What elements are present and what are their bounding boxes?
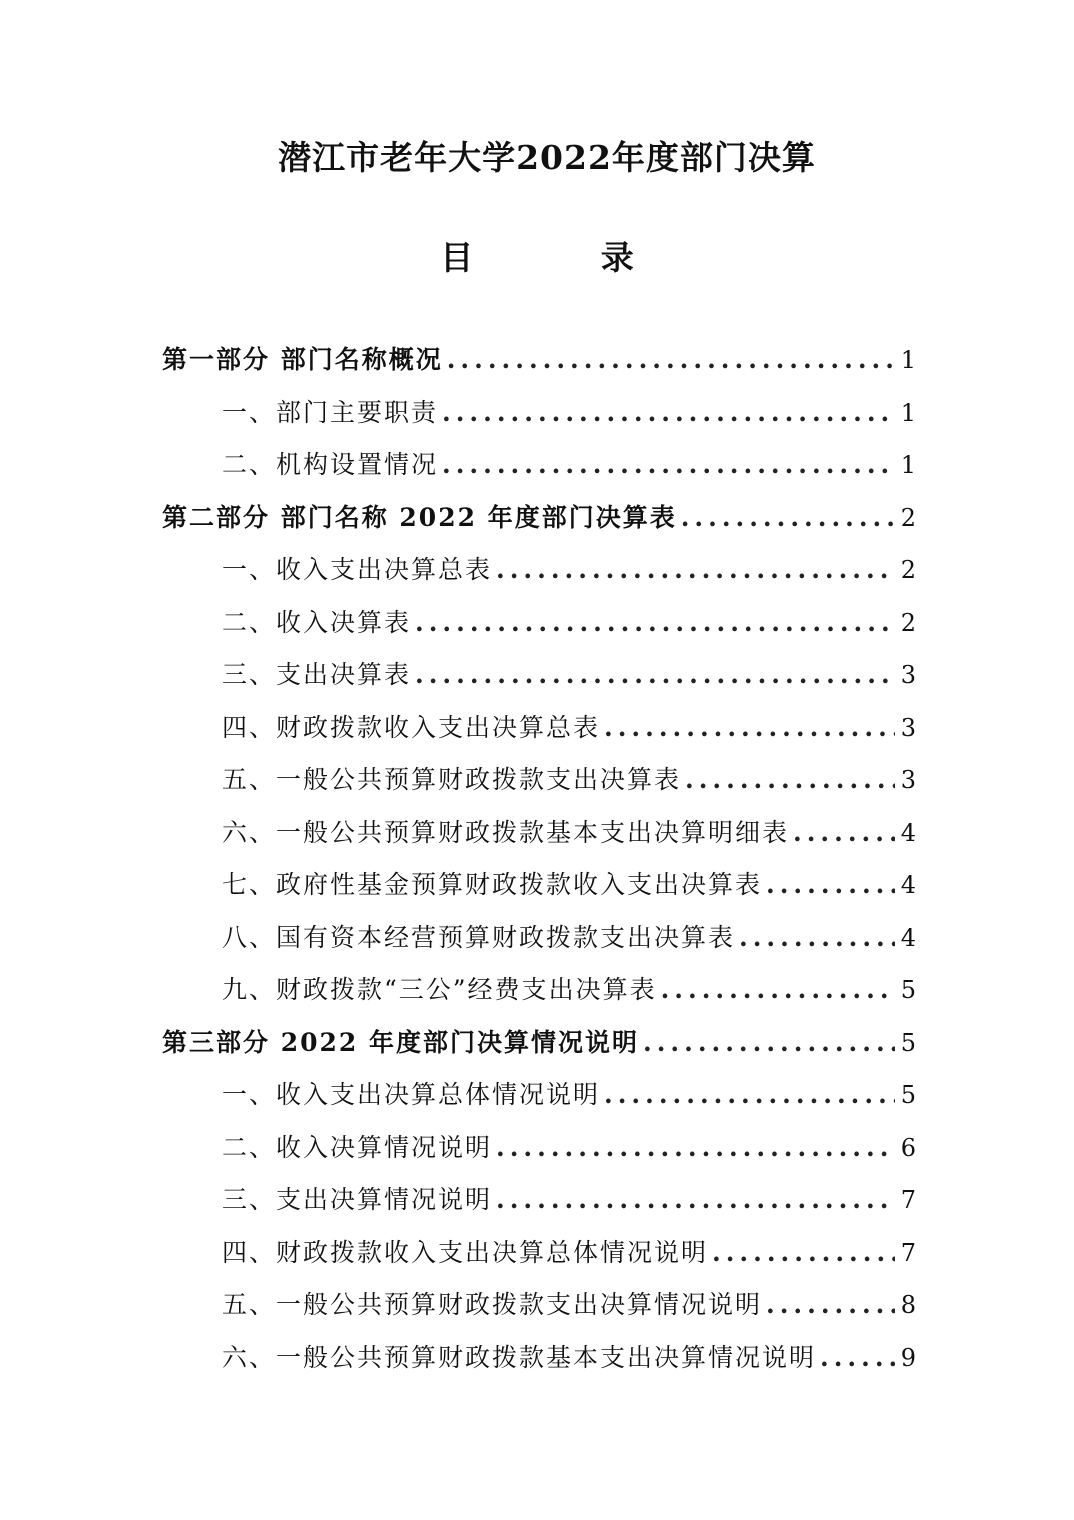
toc-item-entry[interactable]: [162, 1279, 916, 1332]
toc-entry-label: 四、财政拨款收入支出决算总表: [222, 712, 601, 742]
toc-section-entry[interactable]: [162, 1017, 916, 1070]
toc-page-number: 3: [900, 661, 916, 689]
toc-section-entry[interactable]: [162, 492, 916, 545]
toc-item-entry[interactable]: [162, 597, 916, 650]
toc-dot-leader: [415, 597, 895, 650]
toc-dot-leader: [442, 387, 895, 440]
toc-dot-leader: [604, 702, 895, 755]
toc-dot-leader: [415, 649, 895, 702]
toc-page-number: 7: [900, 1186, 916, 1214]
toc-entry-label: 二、收入决算表: [222, 607, 412, 637]
toc-dot-leader: [793, 807, 895, 860]
toc-entry-label: 第一部分 部门名称概况: [162, 345, 443, 374]
table-of-contents: [162, 334, 916, 1384]
toc-dot-leader: [643, 1017, 895, 1070]
toc-page-number: 5: [900, 976, 916, 1004]
toc-entry-label: 八、国有资本经营预算财政拨款支出决算表: [222, 922, 736, 952]
toc-entry-label: 三、支出决算表: [222, 660, 412, 689]
toc-entry-label: 第三部分 2022 年度部门决算情况说明: [162, 1027, 639, 1057]
toc-entry-label: 一、收入支出决算总表: [222, 555, 493, 584]
toc-dot-leader: [739, 912, 895, 965]
toc-dot-leader: [442, 439, 895, 492]
toc-page-number: 2: [900, 556, 916, 584]
toc-dot-leader: [496, 544, 895, 597]
toc-page-number: 1: [900, 346, 916, 374]
toc-page-number: 4: [900, 871, 916, 899]
toc-dot-leader: [447, 334, 895, 387]
toc-item-entry[interactable]: [162, 1227, 916, 1280]
toc-section-entry[interactable]: [162, 334, 916, 387]
toc-dot-leader: [496, 1122, 895, 1175]
toc-item-entry[interactable]: [162, 964, 916, 1017]
toc-entry-label: 四、财政拨款收入支出决算总体情况说明: [222, 1237, 709, 1267]
toc-item-entry[interactable]: [162, 807, 916, 860]
toc-entry-label: 三、支出决算情况说明: [222, 1185, 493, 1214]
toc-item-entry[interactable]: [162, 649, 916, 702]
toc-dot-leader: [496, 1174, 895, 1227]
toc-item-entry[interactable]: [162, 439, 916, 492]
toc-entry-label: 二、收入决算情况说明: [222, 1132, 493, 1162]
toc-entry-label: 六、一般公共预算财政拨款基本支出决算情况说明: [222, 1342, 817, 1372]
toc-dot-leader: [604, 1069, 895, 1122]
toc-dot-leader: [766, 859, 895, 912]
toc-dot-leader: [820, 1332, 895, 1385]
toc-item-entry[interactable]: [162, 1174, 916, 1227]
toc-page-number: 1: [900, 451, 916, 479]
toc-item-entry[interactable]: [162, 859, 916, 912]
toc-page-number: 7: [900, 1238, 916, 1267]
toc-page-number: 3: [900, 713, 916, 742]
toc-entry-label: 一、部门主要职责: [222, 397, 439, 427]
toc-entry-label: 九、财政拨款“三公”经费支出决算表: [222, 975, 657, 1004]
toc-entry-label: 七、政府性基金预算财政拨款收入支出决算表: [222, 870, 763, 899]
toc-page-number: 6: [900, 1133, 916, 1162]
toc-page-number: 4: [900, 818, 916, 847]
toc-item-entry[interactable]: [162, 544, 916, 597]
toc-page-number: 2: [900, 608, 916, 637]
toc-item-entry[interactable]: [162, 1122, 916, 1175]
toc-dot-leader: [681, 492, 895, 545]
toc-page-number: 2: [900, 503, 916, 532]
toc-page-number: 3: [900, 766, 916, 794]
toc-entry-label: 一、收入支出决算总体情况说明: [222, 1080, 601, 1109]
toc-entry-label: 五、一般公共预算财政拨款支出决算表: [222, 765, 682, 794]
toc-item-entry[interactable]: [162, 702, 916, 755]
toc-item-entry[interactable]: [162, 1332, 916, 1385]
toc-page-number: 1: [900, 398, 916, 427]
toc-dot-leader: [685, 754, 895, 807]
toc-item-entry[interactable]: [162, 387, 916, 440]
toc-entry-label: 二、机构设置情况: [222, 450, 439, 479]
toc-entry-label: 第二部分 部门名称 2022 年度部门决算表: [162, 502, 677, 532]
toc-page-number: 5: [900, 1081, 916, 1109]
toc-page-number: 9: [900, 1343, 916, 1372]
toc-entry-label: 六、一般公共预算财政拨款基本支出决算明细表: [222, 817, 790, 847]
toc-dot-leader: [766, 1279, 895, 1332]
toc-dot-leader: [661, 964, 895, 1017]
toc-item-entry[interactable]: [162, 754, 916, 807]
toc-dot-leader: [712, 1227, 895, 1280]
toc-page-number: 4: [900, 923, 916, 952]
toc-entry-label: 五、一般公共预算财政拨款支出决算情况说明: [222, 1290, 763, 1319]
toc-page-number: 5: [900, 1028, 916, 1057]
toc-item-entry[interactable]: [162, 912, 916, 965]
toc-item-entry[interactable]: [162, 1069, 916, 1122]
document-title: 潜江市老年大学2022年度部门决算: [278, 138, 816, 177]
toc-page-number: 8: [900, 1291, 916, 1319]
toc-heading: 目 录: [440, 238, 692, 277]
